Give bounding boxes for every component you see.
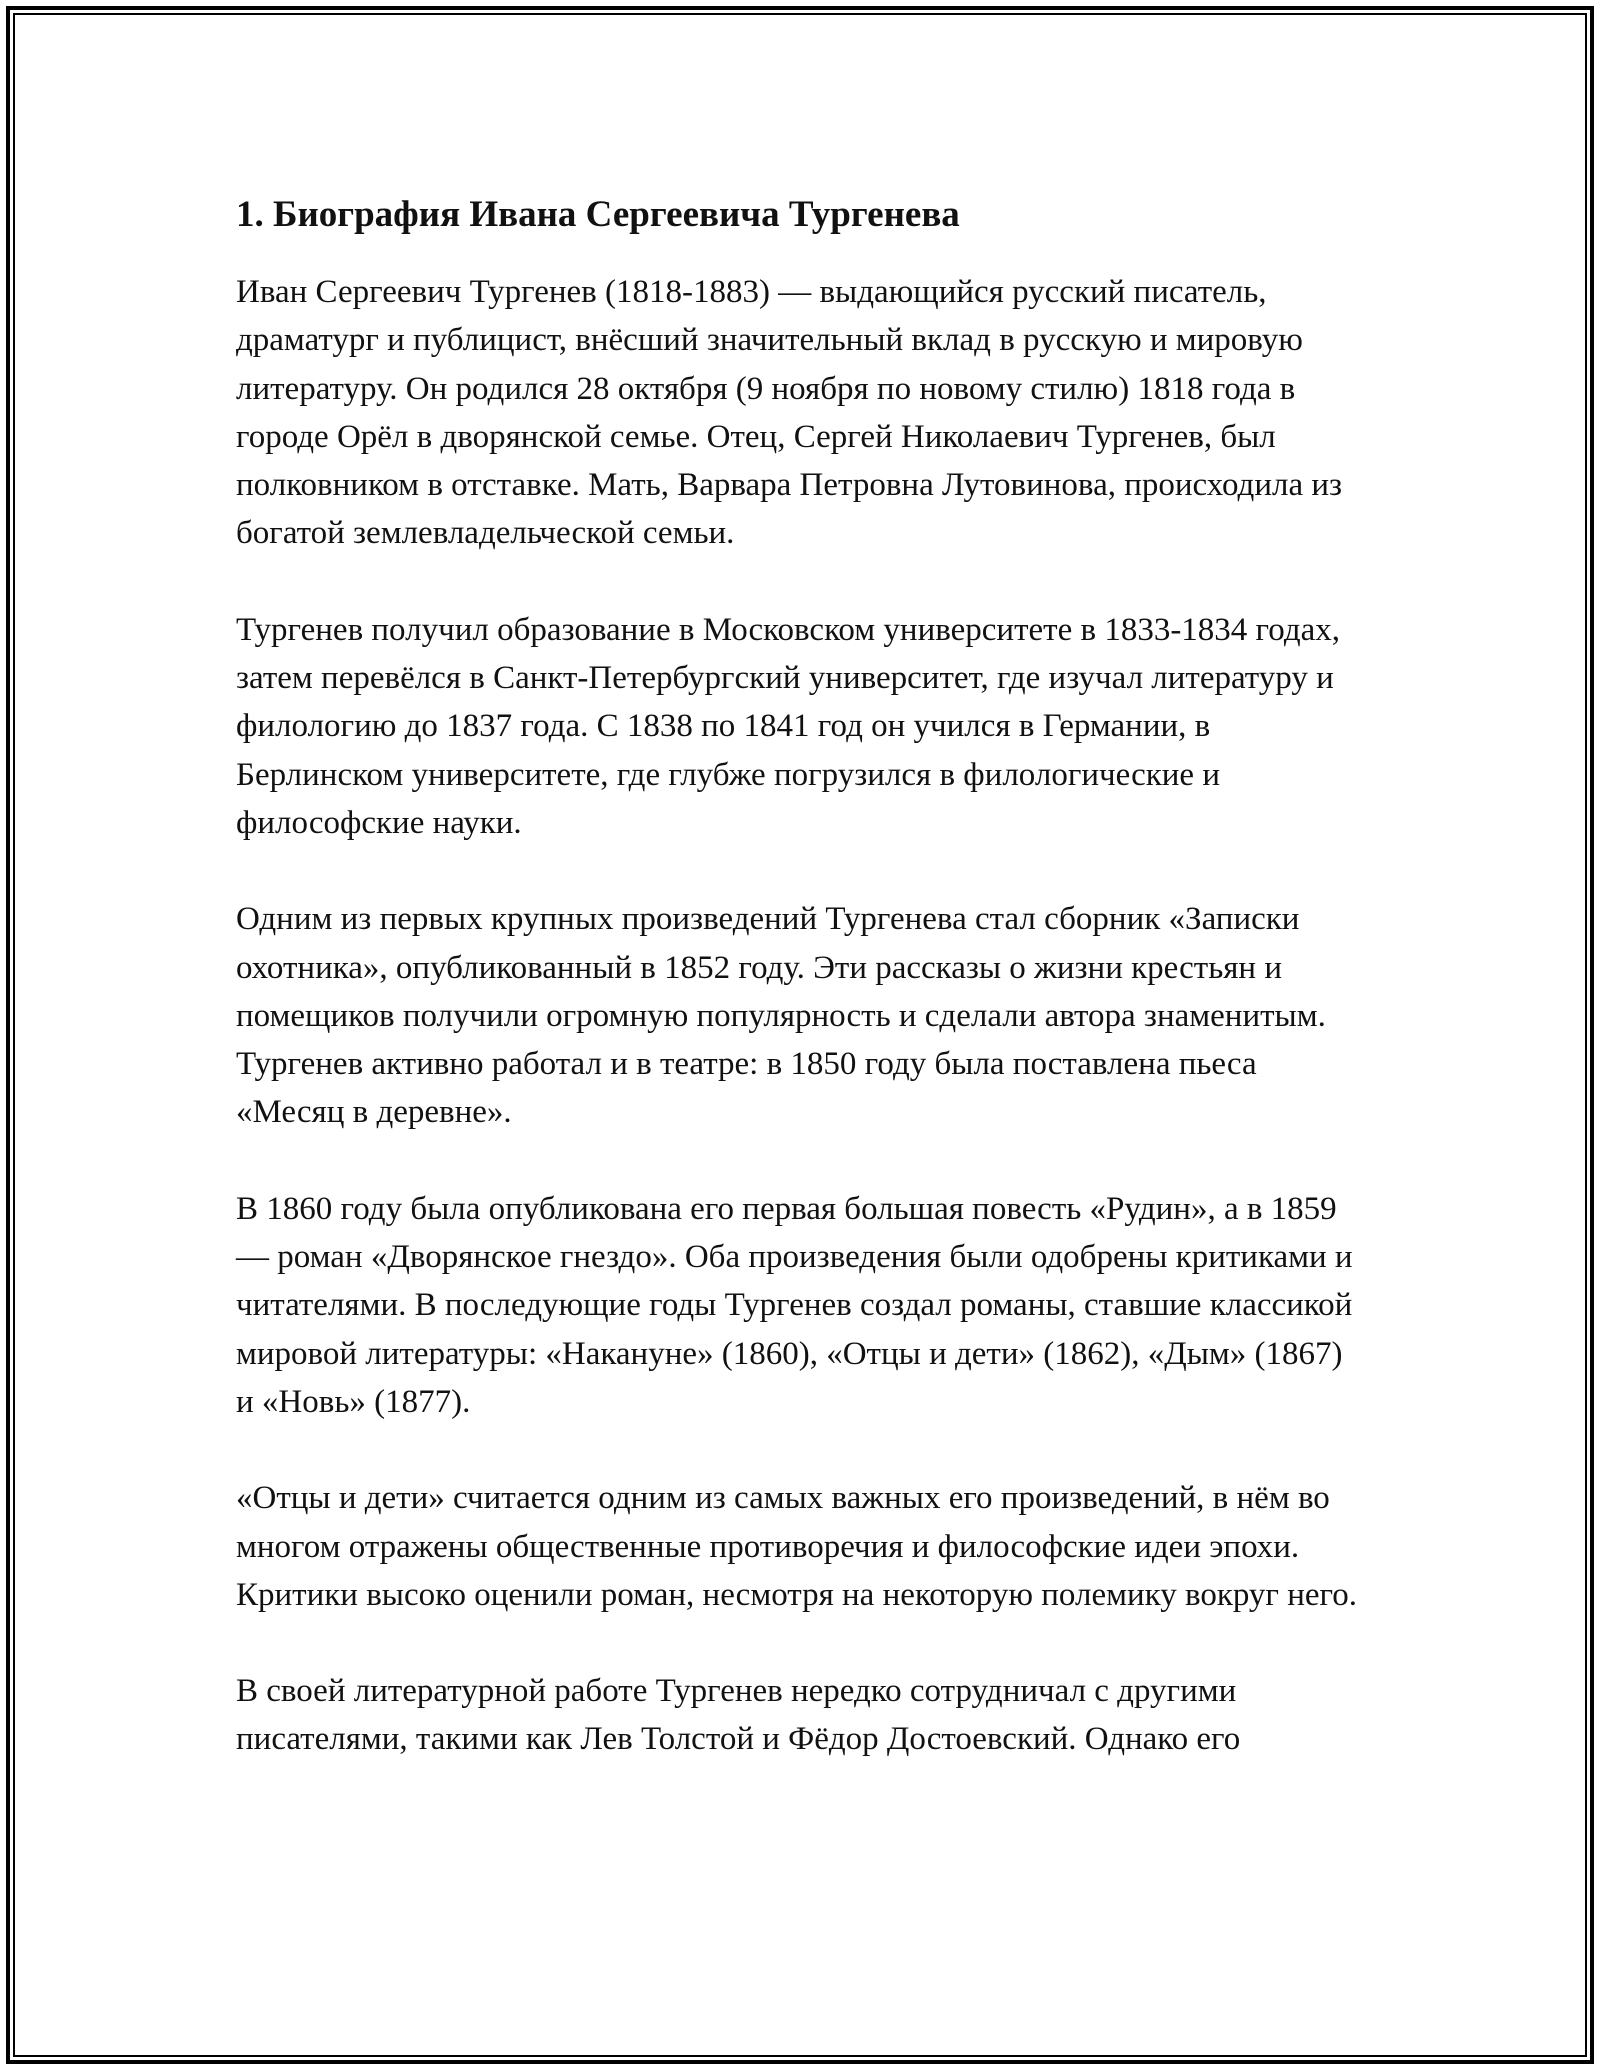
section-heading: 1. Биография Ивана Сергеевича Тургенева	[236, 194, 960, 235]
paragraph-4: В 1860 году была опубликована его первая большая повесть «Рудин», а в 1859 — роман «Дворянское гнездо». Оба произведения были одобрены критиками и читателями. В последующие годы Тургенев создал романы, ставшие классикой мировой литературы: «Накануне» (1860), «Отцы и дети» (1862), «Дым» (1867) и «Новь» (1877).	[236, 1190, 1353, 1420]
paragraph-2: Тургенев получил образование в Московском университете в 1833-1834 годах, затем перевёлся в Санкт-Петербургский университет, где изучал литературу и филологию до 1837 года. С 1838 по 1841 год он учился в Германии, в Берлинском университете, где глубже погрузился в филологические и философские науки.	[236, 611, 1341, 841]
paragraph-6: В своей литературной работе Тургенев нередко сотрудничал с другими писателями, такими как Лев Толстой и Фёдор Достоевский. Однако его	[236, 1673, 1241, 1758]
paragraph-3: Одним из первых крупных произведений Тургенева стал сборник «Записки охотника», опубликованный в 1852 году. Эти рассказы о жизни крестьян и помещиков получили огромную популярность и сделали автора знаменитым. Тургенев активно работал и в театре: в 1850 году была поставлена пьеса «Месяц в деревне».	[236, 901, 1326, 1131]
document-body	[236, 186, 1366, 1812]
paragraph-5: «Отцы и дети» считается одним из самых важных его произведений, в нём во многом отражены общественные противоречия и философские идеи эпохи. Критики высоко оценили роман, несмотря на некоторую полемику вокруг него.	[236, 1480, 1357, 1613]
paragraph-1: Иван Сергеевич Тургенев (1818-1883) — выдающийся русский писатель, драматург и публицист, внёсший значительный вклад в русскую и мировую литературу. Он родился 28 октября (9 ноября по новому стилю) 1818 года в городе Орёл в дворянской семье. Отец, Сергей Николаевич Тургенев, был полковником в отставке. Мать, Варвара Петровна Лутовинова, происходила из богатой землевладельческой семьи.	[236, 274, 1343, 552]
